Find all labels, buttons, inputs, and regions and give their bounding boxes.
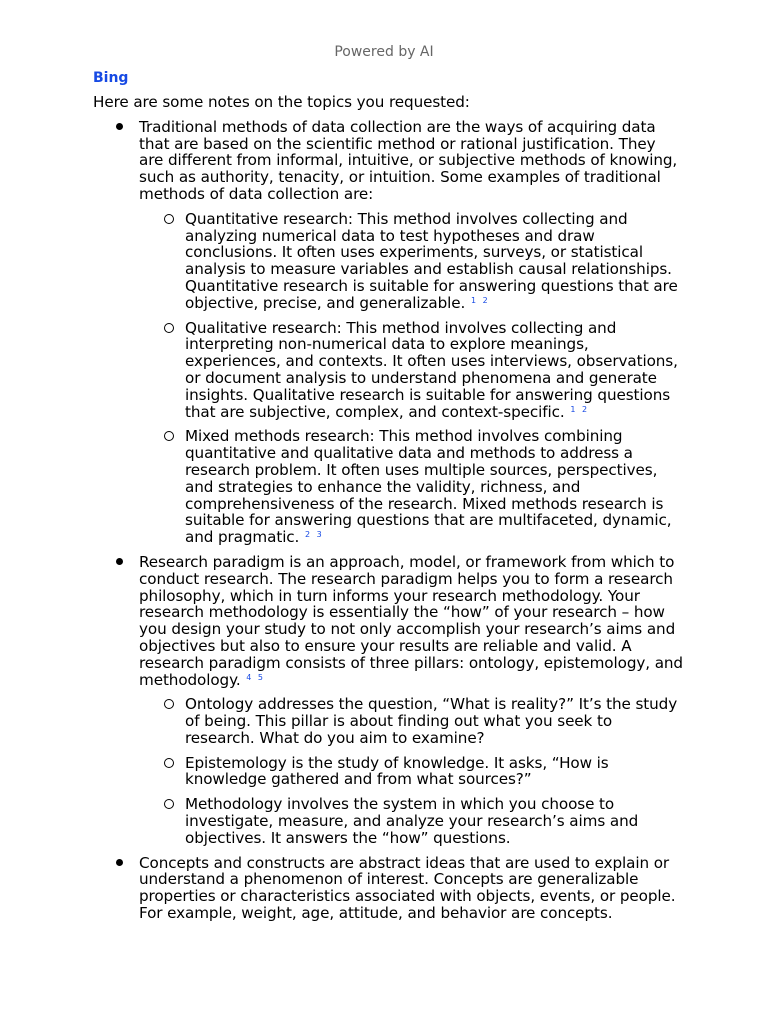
bullet-circle-icon — [164, 699, 174, 709]
sub-list-item — [139, 320, 683, 421]
source-label: Bing — [93, 70, 129, 86]
bullet-circle-icon — [164, 323, 174, 333]
notes-list — [93, 119, 683, 922]
citation-link[interactable]: 1 2 — [570, 404, 590, 414]
list-item — [93, 119, 683, 546]
bullet-circle-icon — [164, 799, 174, 809]
powered-by-label: Powered by AI — [334, 44, 434, 60]
bullet-dot-icon — [116, 123, 123, 130]
list-item — [93, 855, 683, 922]
list-item — [93, 554, 683, 847]
item-text: Traditional methods of data collection are the ways of acquiring data that are based on the scientific method or rational justification. They are different from informal, intuitive, or subjective methods of knowing, such as authority, tenacity, or intuition. Some examples of traditional methods of data collection are: — [139, 117, 678, 203]
notes-content — [93, 94, 683, 930]
bullet-circle-icon — [164, 214, 174, 224]
intro-text: Here are some notes on the topics you requested: — [93, 93, 470, 111]
sub-item-text: Quantitative research: This method involves collecting and analyzing numerical data to test hypotheses and draw conclusions. It often uses experiments, surveys, or statistical analysis to measure variables and establish causal relationships. Quantitative research is suitable for answering questions that are objective, precise, and generalizable. — [185, 209, 678, 312]
sub-list-item — [139, 755, 683, 789]
item-text: Concepts and constructs are abstract ideas that are used to explain or understand a phenomenon of interest. Concepts are generalizable properties or characteristics associated with objects, events, or people. For example, weight, age, attitude, and behavior are concepts. — [139, 853, 676, 923]
bullet-circle-icon — [164, 431, 174, 441]
bullet-circle-icon — [164, 758, 174, 768]
sub-item-text: Methodology involves the system in which you choose to investigate, measure, and analyze your research’s aims and objectives. It answers the “how” questions. — [185, 795, 639, 847]
sub-item-text: Mixed methods research: This method involves combining quantitative and qualitative data and methods to address a research problem. It often uses multiple sources, perspectives, and strategies to enhance the validity, richness, and comprehensiveness of the research. Mixed methods research is suitable for answering questions that are multifaceted, dynamic, and pragmatic. — [185, 427, 672, 547]
bullet-dot-icon — [116, 859, 123, 866]
citation-link[interactable]: 4 5 — [246, 672, 266, 682]
citation-link[interactable]: 2 3 — [305, 530, 324, 540]
sub-list-item — [139, 696, 683, 746]
sub-item-text: Ontology addresses the question, “What is reality?” It’s the study of being. This pillar is about finding out what you seek to research. What do you aim to examine? — [185, 695, 678, 747]
citation-link[interactable]: 1 2 — [470, 295, 490, 305]
sub-list-item — [139, 796, 683, 846]
sub-list — [139, 211, 683, 546]
item-text: Research paradigm is an approach, model, or framework from which to conduct research. The research paradigm helps you to form a research philosophy, which in turn informs your research methodology. Your research methodology is essentially the “how” of your research – how you design your study to not only accomplish your research’s aims and objectives but also to ensure your results are reliable and valid. A research paradigm consists of three pillars: ontology, epistemology, and methodology. — [139, 552, 683, 689]
sub-list-item — [139, 211, 683, 312]
sub-list — [139, 696, 683, 846]
sub-item-text: Epistemology is the study of knowledge. It asks, “How is knowledge gathered and from what sources?” — [185, 753, 609, 789]
sub-list-item — [139, 428, 683, 546]
sub-item-text: Qualitative research: This method involves collecting and interpreting non-numerical data to explore meanings, experiences, and contexts. It often uses interviews, observations, or document analysis to understand phenomena and generate insights. Qualitative research is suitable for answering questions that are subjective, complex, and context-specific. — [185, 318, 678, 421]
bullet-dot-icon — [116, 558, 123, 565]
